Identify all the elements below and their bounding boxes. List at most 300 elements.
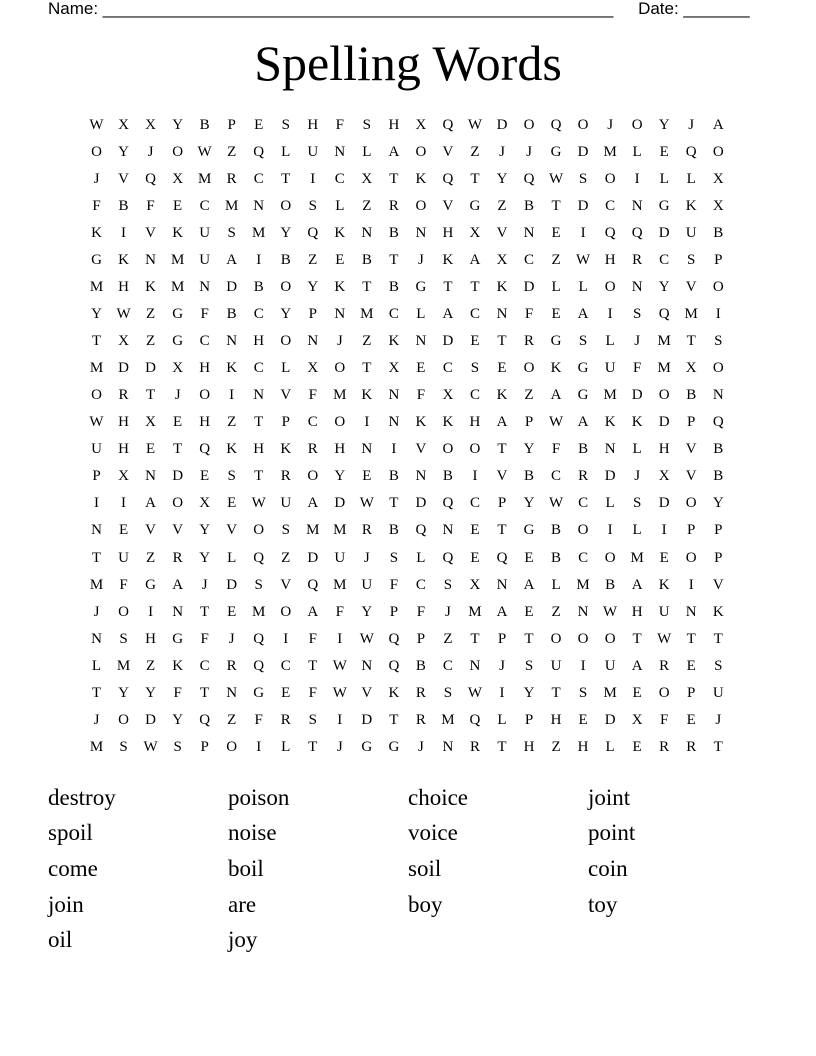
grid-letter: F — [389, 576, 399, 593]
grid-letter: E — [335, 252, 345, 269]
grid-letter: Z — [227, 711, 237, 728]
grid-letter: E — [416, 360, 426, 377]
grid-letter: N — [415, 468, 427, 485]
grid-letter: E — [470, 549, 480, 566]
grid-letter: C — [605, 198, 616, 215]
grid-letter: P — [714, 522, 723, 539]
grid-letter: M — [468, 603, 482, 620]
grid-letter: V — [280, 576, 292, 593]
grid-letter: U — [658, 603, 670, 620]
word-bank-item: oil — [48, 927, 73, 953]
grid-letter: U — [334, 549, 346, 566]
grid-letter: V — [145, 225, 156, 242]
grid-letter: A — [712, 117, 724, 134]
grid-letter: Z — [145, 657, 156, 674]
grid-letter: B — [118, 198, 129, 215]
grid-letter: D — [442, 333, 454, 350]
grid-letter: C — [659, 252, 670, 269]
grid-letter: S — [308, 711, 317, 728]
grid-letter: M — [170, 279, 185, 296]
grid-letter: V — [685, 279, 697, 296]
grid-letter: T — [389, 171, 399, 188]
grid-letter: M — [630, 549, 644, 566]
grid-letter: A — [550, 387, 562, 404]
grid-letter: Z — [227, 414, 237, 431]
grid-letter: K — [415, 171, 427, 188]
grid-letter: S — [362, 117, 371, 134]
grid-letter: J — [688, 117, 695, 134]
grid-letter: D — [496, 117, 508, 134]
grid-letter: L — [416, 549, 426, 566]
grid-letter: M — [603, 144, 617, 161]
grid-letter: J — [336, 738, 343, 755]
grid-letter: M — [657, 333, 671, 350]
grid-letter: D — [145, 360, 156, 377]
grid-letter: J — [201, 576, 208, 593]
grid-letter: B — [388, 225, 399, 242]
grid-letter: V — [118, 171, 129, 188]
grid-letter: W — [359, 495, 374, 512]
grid-letter: J — [417, 252, 424, 269]
grid-letter: X — [172, 171, 184, 188]
grid-letter: X — [118, 117, 129, 134]
grid-letter: O — [307, 468, 319, 485]
grid-letter: Y — [307, 279, 319, 296]
grid-letter: A — [496, 603, 508, 620]
grid-letter: G — [550, 333, 562, 350]
grid-letter: E — [362, 468, 372, 485]
grid-letter: N — [712, 387, 724, 404]
grid-letter: M — [89, 360, 104, 377]
grid-letter: S — [443, 576, 453, 593]
grid-letter: M — [603, 684, 617, 701]
grid-letter: M — [89, 738, 104, 755]
grid-letter: I — [94, 495, 100, 512]
grid-letter: H — [334, 441, 346, 458]
grid-letter: O — [658, 387, 670, 404]
grid-letter: O — [577, 522, 589, 539]
grid-letter: X — [118, 468, 129, 485]
grid-letter: E — [227, 495, 237, 512]
grid-letter: M — [360, 306, 374, 323]
grid-letter: A — [577, 414, 589, 431]
grid-letter: T — [362, 360, 372, 377]
grid-letter: M — [333, 522, 347, 539]
grid-letter: Z — [145, 549, 156, 566]
grid-letter: P — [524, 711, 534, 728]
grid-letter: N — [496, 306, 508, 323]
grid-letter: Y — [118, 144, 129, 161]
grid-letter: N — [361, 225, 373, 242]
grid-letter: T — [362, 279, 372, 296]
grid-letter: O — [658, 684, 670, 701]
grid-letter: E — [659, 549, 669, 566]
grid-letter: T — [497, 441, 507, 458]
grid-letter: Q — [253, 549, 265, 566]
word-bank-item: voice — [408, 820, 458, 846]
grid-letter: Q — [253, 657, 265, 674]
grid-letter: I — [364, 414, 370, 431]
grid-letter: U — [361, 576, 373, 593]
grid-letter: K — [334, 279, 346, 296]
grid-letter: M — [576, 576, 590, 593]
grid-letter: D — [361, 711, 373, 728]
grid-letter: O — [91, 144, 102, 161]
grid-letter: F — [660, 711, 669, 728]
grid-letter: O — [334, 414, 346, 431]
grid-letter: O — [550, 630, 562, 647]
grid-letter: A — [226, 252, 238, 269]
grid-letter: F — [254, 711, 263, 728]
grid-letter: Z — [281, 549, 291, 566]
grid-letter: J — [174, 387, 181, 404]
grid-letter: R — [118, 387, 129, 404]
grid-letter: O — [280, 198, 292, 215]
grid-letter: F — [92, 198, 101, 215]
grid-letter: N — [334, 144, 346, 161]
grid-letter: G — [523, 522, 535, 539]
grid-letter: Z — [145, 333, 156, 350]
grid-letter: X — [496, 252, 508, 269]
grid-letter: N — [523, 225, 535, 242]
grid-letter: D — [118, 360, 129, 377]
grid-letter: P — [416, 630, 426, 647]
grid-letter: A — [172, 576, 184, 593]
grid-letter: C — [253, 171, 264, 188]
grid-letter: Q — [712, 414, 724, 431]
grid-letter: N — [226, 684, 238, 701]
grid-letter: L — [335, 198, 345, 215]
grid-letter: T — [713, 630, 723, 647]
grid-letter: F — [632, 360, 642, 377]
grid-letter: S — [578, 684, 588, 701]
grid-letter: I — [121, 495, 127, 512]
grid-letter: H — [631, 603, 643, 620]
grid-letter: M — [197, 171, 212, 188]
grid-letter: B — [361, 252, 372, 269]
grid-letter: I — [580, 657, 586, 674]
grid-letter: J — [715, 711, 722, 728]
grid-letter: O — [631, 117, 643, 134]
grid-letter: K — [550, 360, 562, 377]
grid-letter: N — [145, 468, 156, 485]
grid-letter: Y — [172, 117, 184, 134]
grid-letter: H — [469, 414, 481, 431]
grid-letter: Q — [469, 711, 481, 728]
grid-letter: X — [172, 360, 184, 377]
grid-letter: P — [389, 603, 399, 620]
grid-letter: U — [550, 657, 562, 674]
grid-letter: H — [550, 711, 562, 728]
grid-letter: I — [283, 630, 289, 647]
grid-letter: O — [280, 333, 292, 350]
grid-letter: G — [253, 684, 265, 701]
grid-letter: M — [225, 198, 239, 215]
grid-letter: Y — [118, 684, 129, 701]
grid-letter: J — [336, 333, 343, 350]
grid-letter: P — [200, 738, 209, 755]
grid-letter: H — [307, 117, 319, 134]
grid-letter: O — [118, 603, 129, 620]
grid-letter: O — [226, 738, 238, 755]
grid-letter: E — [173, 198, 183, 215]
grid-letter: D — [172, 468, 184, 485]
grid-letter: S — [389, 549, 399, 566]
grid-letter: L — [227, 549, 237, 566]
grid-letter: L — [362, 144, 372, 161]
grid-letter: G — [172, 333, 184, 350]
grid-letter: W — [467, 684, 483, 701]
grid-letter: I — [148, 603, 154, 620]
grid-letter: Y — [145, 684, 156, 701]
grid-letter: N — [604, 441, 616, 458]
grid-letter: T — [308, 657, 318, 674]
grid-letter: B — [605, 576, 616, 593]
grid-letter: T — [686, 630, 696, 647]
grid-letter: K — [442, 252, 454, 269]
grid-letter: Z — [308, 252, 318, 269]
grid-letter: V — [442, 198, 454, 215]
grid-letter: X — [469, 576, 481, 593]
grid-letter: I — [256, 252, 262, 269]
grid-letter: S — [443, 684, 453, 701]
grid-letter: Y — [91, 306, 102, 323]
grid-letter: K — [172, 657, 184, 674]
grid-letter: I — [472, 468, 478, 485]
grid-letter: B — [713, 225, 724, 242]
grid-letter: L — [659, 171, 669, 188]
grid-letter: C — [307, 414, 318, 431]
grid-letter: U — [91, 441, 102, 458]
grid-letter: Y — [280, 306, 292, 323]
grid-letter: T — [389, 711, 399, 728]
grid-letter: E — [118, 522, 129, 539]
grid-letter: T — [145, 387, 156, 404]
grid-letter: W — [359, 630, 374, 647]
grid-letter: S — [254, 576, 263, 593]
grid-letter: L — [281, 738, 291, 755]
grid-letter: C — [442, 657, 453, 674]
grid-letter: S — [281, 522, 290, 539]
grid-letter: J — [228, 630, 235, 647]
grid-letter: X — [712, 171, 724, 188]
grid-letter: W — [467, 117, 483, 134]
grid-letter: I — [337, 630, 343, 647]
grid-letter: N — [145, 252, 156, 269]
grid-letter: K — [388, 684, 400, 701]
grid-letter: W — [332, 684, 347, 701]
grid-letter: N — [577, 603, 589, 620]
grid-letter: E — [551, 225, 561, 242]
grid-letter: N — [442, 738, 454, 755]
grid-letter: N — [631, 279, 643, 296]
grid-letter: T — [91, 684, 102, 701]
grid-letter: G — [550, 144, 562, 161]
grid-letter: Q — [442, 495, 454, 512]
grid-letter: X — [469, 225, 481, 242]
word-bank-item: noise — [228, 820, 277, 846]
grid-letter: R — [280, 711, 291, 728]
grid-letter: W — [89, 117, 104, 134]
grid-letter: L — [281, 144, 291, 161]
grid-letter: T — [443, 279, 453, 296]
grid-letter: Z — [524, 387, 534, 404]
word-search-grid — [83, 112, 732, 761]
grid-letter: B — [551, 549, 562, 566]
grid-letter: N — [388, 414, 400, 431]
word-bank-item: toy — [588, 891, 618, 917]
grid-letter: Y — [199, 549, 211, 566]
grid-letter: L — [497, 711, 507, 728]
grid-letter: Q — [253, 630, 265, 647]
grid-letter: Q — [388, 630, 400, 647]
grid-letter: B — [713, 441, 724, 458]
grid-letter: S — [308, 198, 317, 215]
grid-letter: R — [686, 738, 697, 755]
grid-letter: P — [497, 630, 507, 647]
grid-letter: W — [548, 414, 564, 431]
grid-letter: L — [605, 495, 615, 512]
grid-letter: E — [686, 657, 696, 674]
grid-letter: E — [281, 684, 291, 701]
grid-letter: C — [334, 171, 345, 188]
grid-letter: O — [712, 144, 724, 161]
grid-letter: W — [143, 738, 158, 755]
grid-letter: B — [686, 387, 697, 404]
grid-letter: V — [442, 144, 454, 161]
grid-letter: X — [145, 117, 156, 134]
grid-letter: P — [281, 414, 290, 431]
grid-letter: X — [415, 117, 427, 134]
grid-letter: T — [200, 684, 210, 701]
grid-letter: I — [607, 306, 613, 323]
grid-letter: Q — [442, 117, 454, 134]
grid-letter: X — [442, 387, 454, 404]
grid-letter: C — [578, 549, 589, 566]
grid-letter: J — [147, 144, 154, 161]
grid-letter: D — [604, 711, 616, 728]
grid-letter: W — [603, 603, 618, 620]
grid-letter: K — [145, 279, 156, 296]
grid-letter: M — [657, 360, 671, 377]
grid-letter: C — [199, 333, 210, 350]
grid-letter: R — [469, 738, 480, 755]
grid-letter: Q — [199, 711, 211, 728]
grid-letter: A — [307, 603, 319, 620]
grid-letter: E — [659, 144, 669, 161]
grid-letter: Z — [497, 198, 507, 215]
grid-letter: V — [496, 225, 508, 242]
grid-letter: N — [415, 225, 427, 242]
grid-letter: O — [280, 279, 292, 296]
grid-letter: D — [604, 468, 616, 485]
grid-letter: F — [200, 630, 209, 647]
header-line — [48, 0, 748, 21]
grid-letter: H — [199, 360, 211, 377]
grid-letter: T — [281, 171, 291, 188]
grid-letter: A — [631, 576, 643, 593]
grid-letter: L — [632, 522, 642, 539]
grid-letter: Z — [362, 198, 372, 215]
grid-letter: K — [91, 225, 102, 242]
grid-letter: T — [173, 441, 183, 458]
grid-letter: G — [577, 360, 589, 377]
grid-letter: T — [91, 333, 102, 350]
grid-letter: J — [526, 144, 532, 161]
grid-letter: C — [280, 657, 291, 674]
grid-letter: I — [337, 711, 343, 728]
grid-letter: O — [415, 144, 427, 161]
grid-letter: U — [604, 657, 616, 674]
grid-letter: U — [604, 360, 616, 377]
grid-letter: H — [118, 414, 129, 431]
grid-letter: K — [226, 441, 238, 458]
grid-letter: X — [685, 360, 697, 377]
grid-letter: G — [658, 198, 670, 215]
grid-letter: Q — [658, 306, 670, 323]
grid-letter: Y — [199, 522, 211, 539]
grid-letter: P — [714, 252, 723, 269]
grid-letter: O — [523, 360, 535, 377]
grid-letter: T — [200, 603, 210, 620]
grid-letter: H — [604, 252, 616, 269]
grid-letter: I — [580, 225, 586, 242]
grid-letter: S — [227, 225, 236, 242]
grid-letter: V — [712, 576, 724, 593]
grid-letter: H — [145, 630, 156, 647]
grid-letter: N — [91, 522, 102, 539]
grid-letter: R — [524, 333, 535, 350]
grid-letter: D — [658, 225, 670, 242]
grid-letter: V — [226, 522, 238, 539]
grid-letter: J — [93, 171, 100, 188]
grid-letter: N — [361, 657, 373, 674]
grid-letter: M — [89, 576, 104, 593]
word-bank-item: come — [48, 855, 98, 881]
grid-letter: O — [604, 171, 616, 188]
grid-letter: K — [226, 360, 238, 377]
grid-letter: K — [604, 414, 616, 431]
grid-letter: T — [713, 738, 723, 755]
grid-letter: A — [631, 657, 643, 674]
grid-letter: F — [416, 603, 426, 620]
grid-letter: I — [688, 576, 694, 593]
grid-letter: G — [361, 738, 373, 755]
grid-letter: Q — [307, 225, 319, 242]
grid-letter: X — [118, 333, 129, 350]
word-bank-item: joint — [588, 784, 631, 810]
grid-letter: D — [631, 387, 643, 404]
grid-letter: M — [306, 522, 320, 539]
grid-letter: J — [93, 603, 100, 620]
grid-letter: O — [280, 603, 292, 620]
grid-letter: U — [307, 144, 319, 161]
grid-letter: I — [121, 225, 127, 242]
grid-letter: E — [551, 306, 561, 323]
grid-letter: Y — [361, 603, 373, 620]
grid-letter: W — [251, 495, 266, 512]
grid-letter: E — [497, 360, 507, 377]
grid-letter: H — [658, 441, 670, 458]
grid-letter: J — [607, 117, 614, 134]
grid-letter: B — [199, 117, 210, 134]
grid-letter: E — [227, 603, 237, 620]
grid-letter: Y — [523, 441, 535, 458]
grid-letter: M — [252, 603, 266, 620]
grid-letter: N — [442, 522, 454, 539]
grid-letter: G — [415, 279, 427, 296]
grid-letter: E — [254, 117, 264, 134]
